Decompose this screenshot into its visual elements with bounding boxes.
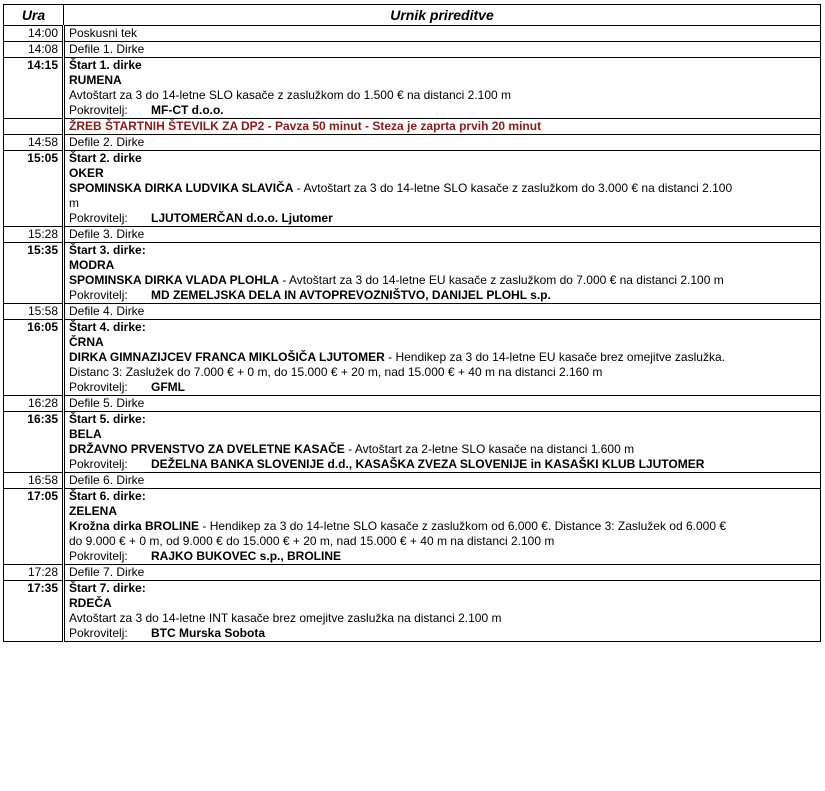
race-start: Štart 2. dirke [69,151,142,165]
time-cell: 17:05 [4,489,64,565]
time-cell: 14:08 [4,42,64,58]
race-color: OKER [69,166,104,180]
race-row [4,151,821,227]
time-cell: 14:58 [4,135,64,151]
sponsor-label: Pokrovitelj: [69,626,128,640]
race-color: RUMENA [69,73,122,87]
table-row [4,396,821,412]
time-cell: 14:00 [4,26,64,42]
event-cell: Defile 7. Dirke [64,565,821,581]
race-row [4,320,821,396]
race-description-text: - Avtoštart za 2-letne SLO kasače na distanci 1.600 m [344,442,635,456]
race-start: Štart 5. dirke: [69,412,146,426]
race-description [69,273,816,288]
race-description [69,519,816,534]
event-cell: Poskusni tek [64,26,821,42]
race-start: Štart 7. dirke: [69,581,146,595]
race-description [69,181,816,196]
event-cell: Defile 2. Dirke [64,135,821,151]
time-cell: 16:58 [4,473,64,489]
race-cell [64,489,821,565]
sponsor-line [69,626,816,641]
table-row [4,42,821,58]
time-cell: 15:35 [4,243,64,304]
race-cell [64,581,821,642]
sponsor-label: Pokrovitelj: [69,457,128,471]
time-cell: 15:28 [4,227,64,243]
notice-row [4,119,821,135]
time-cell: 15:05 [4,151,64,227]
sponsor-line [69,380,816,395]
race-row [4,489,821,565]
sponsor-line [69,288,816,303]
race-color: ZELENA [69,504,117,518]
race-row [4,243,821,304]
race-name: SPOMINSKA DIRKA LUDVIKA SLAVIČA [69,181,294,195]
race-cell [64,58,821,119]
time-cell: 14:15 [4,58,64,119]
event-cell: Defile 3. Dirke [64,227,821,243]
race-description-cont: do 9.000 € + 0 m, od 9.000 € do 15.000 € + 20 m, nad 15.000 € + 40 m na distanci 2.100 m [69,534,555,548]
race-start: Štart 3. dirke: [69,243,146,257]
race-color: BELA [69,427,102,441]
table-row [4,135,821,151]
sponsor-line [69,103,816,118]
race-description [69,442,816,457]
race-description-text: - Hendikep za 3 do 14-letne EU kasače brez omejitve zaslužka. [384,350,725,364]
race-name: SPOMINSKA DIRKA VLADA PLOHLA [69,273,279,287]
race-cell [64,412,821,473]
race-name: DRŽAVNO PRVENSTVO ZA DVELETNE KASAČE [69,442,345,456]
race-start: Štart 4. dirke: [69,320,146,334]
race-description-cont: m [69,196,79,210]
race-cell [64,243,821,304]
time-cell: 17:28 [4,565,64,581]
time-cell: 15:58 [4,304,64,320]
race-description: Avtoštart za 3 do 14-letne SLO kasače z zaslužkom do 1.500 € na distanci 2.100 m [69,88,512,102]
race-cell [64,320,821,396]
race-start: Štart 1. dirke [69,58,142,72]
race-color: RDEČA [69,596,112,610]
sponsor-label: Pokrovitelj: [69,211,128,225]
schedule-title: Urnik prireditve [64,5,821,26]
time-column-header: Ura [4,5,64,26]
race-description-text: - Avtoštart za 3 do 14-letne SLO kasače z zaslužkom do 3.000 € na distanci 2.100 [293,181,733,195]
sponsor-label: Pokrovitelj: [69,380,128,394]
race-description-text: - Hendikep za 3 do 14-letne SLO kasače z zaslužkom od 6.000 €. Distance 3: Zaslužek od 6.000 € [199,519,726,533]
race-name: DIRKA GIMNAZIJCEV FRANCA MIKLOŠIČA LJUTOMER [69,350,385,364]
event-cell: Defile 5. Dirke [64,396,821,412]
race-row [4,581,821,642]
event-cell: Defile 1. Dirke [64,42,821,58]
schedule-table [3,4,821,642]
sponsor-name: BTC Murska Sobota [151,626,266,640]
race-color: ČRNA [69,335,104,349]
table-row [4,565,821,581]
event-cell: Defile 4. Dirke [64,304,821,320]
time-cell: 16:28 [4,396,64,412]
table-row [4,227,821,243]
sponsor-name: MD ZEMELJSKA DELA IN AVTOPREVOZNIŠTVO, DANIJEL PLOHL s.p. [151,288,551,302]
race-description-text: - Avtoštart za 3 do 14-letne EU kasače z zaslužkom do 7.000 € na distanci 2.100 m [279,273,724,287]
sponsor-line [69,457,816,472]
sponsor-name: DEŽELNA BANKA SLOVENIJE d.d., KASAŠKA ZVEZA SLOVENIJE in KASAŠKI KLUB LJUTOMER [151,457,705,471]
sponsor-label: Pokrovitelj: [69,549,128,563]
race-cell [64,151,821,227]
event-cell: Defile 6. Dirke [64,473,821,489]
sponsor-label: Pokrovitelj: [69,288,128,302]
table-row [4,473,821,489]
race-description-cont: Distanc 3: Zaslužek do 7.000 € + 0 m, do 15.000 € + 20 m, nad 15.000 € + 40 m na distanci 2.160 m [69,365,603,379]
time-cell: 16:05 [4,320,64,396]
race-color: MODRA [69,258,115,272]
race-name: Krožna dirka BROLINE [69,519,200,533]
sponsor-name: MF-CT d.o.o. [151,103,224,117]
table-row [4,304,821,320]
sponsor-line [69,211,816,226]
header-row [4,5,821,26]
time-cell-empty [4,119,64,135]
race-row [4,412,821,473]
sponsor-name: GFML [151,380,185,394]
sponsor-line [69,549,816,564]
sponsor-name: LJUTOMERČAN d.o.o. Ljutomer [151,211,333,225]
pause-notice: ŽREB ŠTARTNIH ŠTEVILK ZA DP2 - Pavza 50 minut - Steza je zaprta prvih 20 minut [64,119,821,135]
race-description [69,350,816,365]
time-cell: 16:35 [4,412,64,473]
race-start: Štart 6. dirke: [69,489,146,503]
time-cell: 17:35 [4,581,64,642]
race-description: Avtoštart za 3 do 14-letne INT kasače brez omejitve zaslužka na distanci 2.100 m [69,611,502,625]
sponsor-label: Pokrovitelj: [69,103,128,117]
table-row [4,26,821,42]
race-row [4,58,821,119]
sponsor-name: RAJKO BUKOVEC s.p., BROLINE [151,549,342,563]
